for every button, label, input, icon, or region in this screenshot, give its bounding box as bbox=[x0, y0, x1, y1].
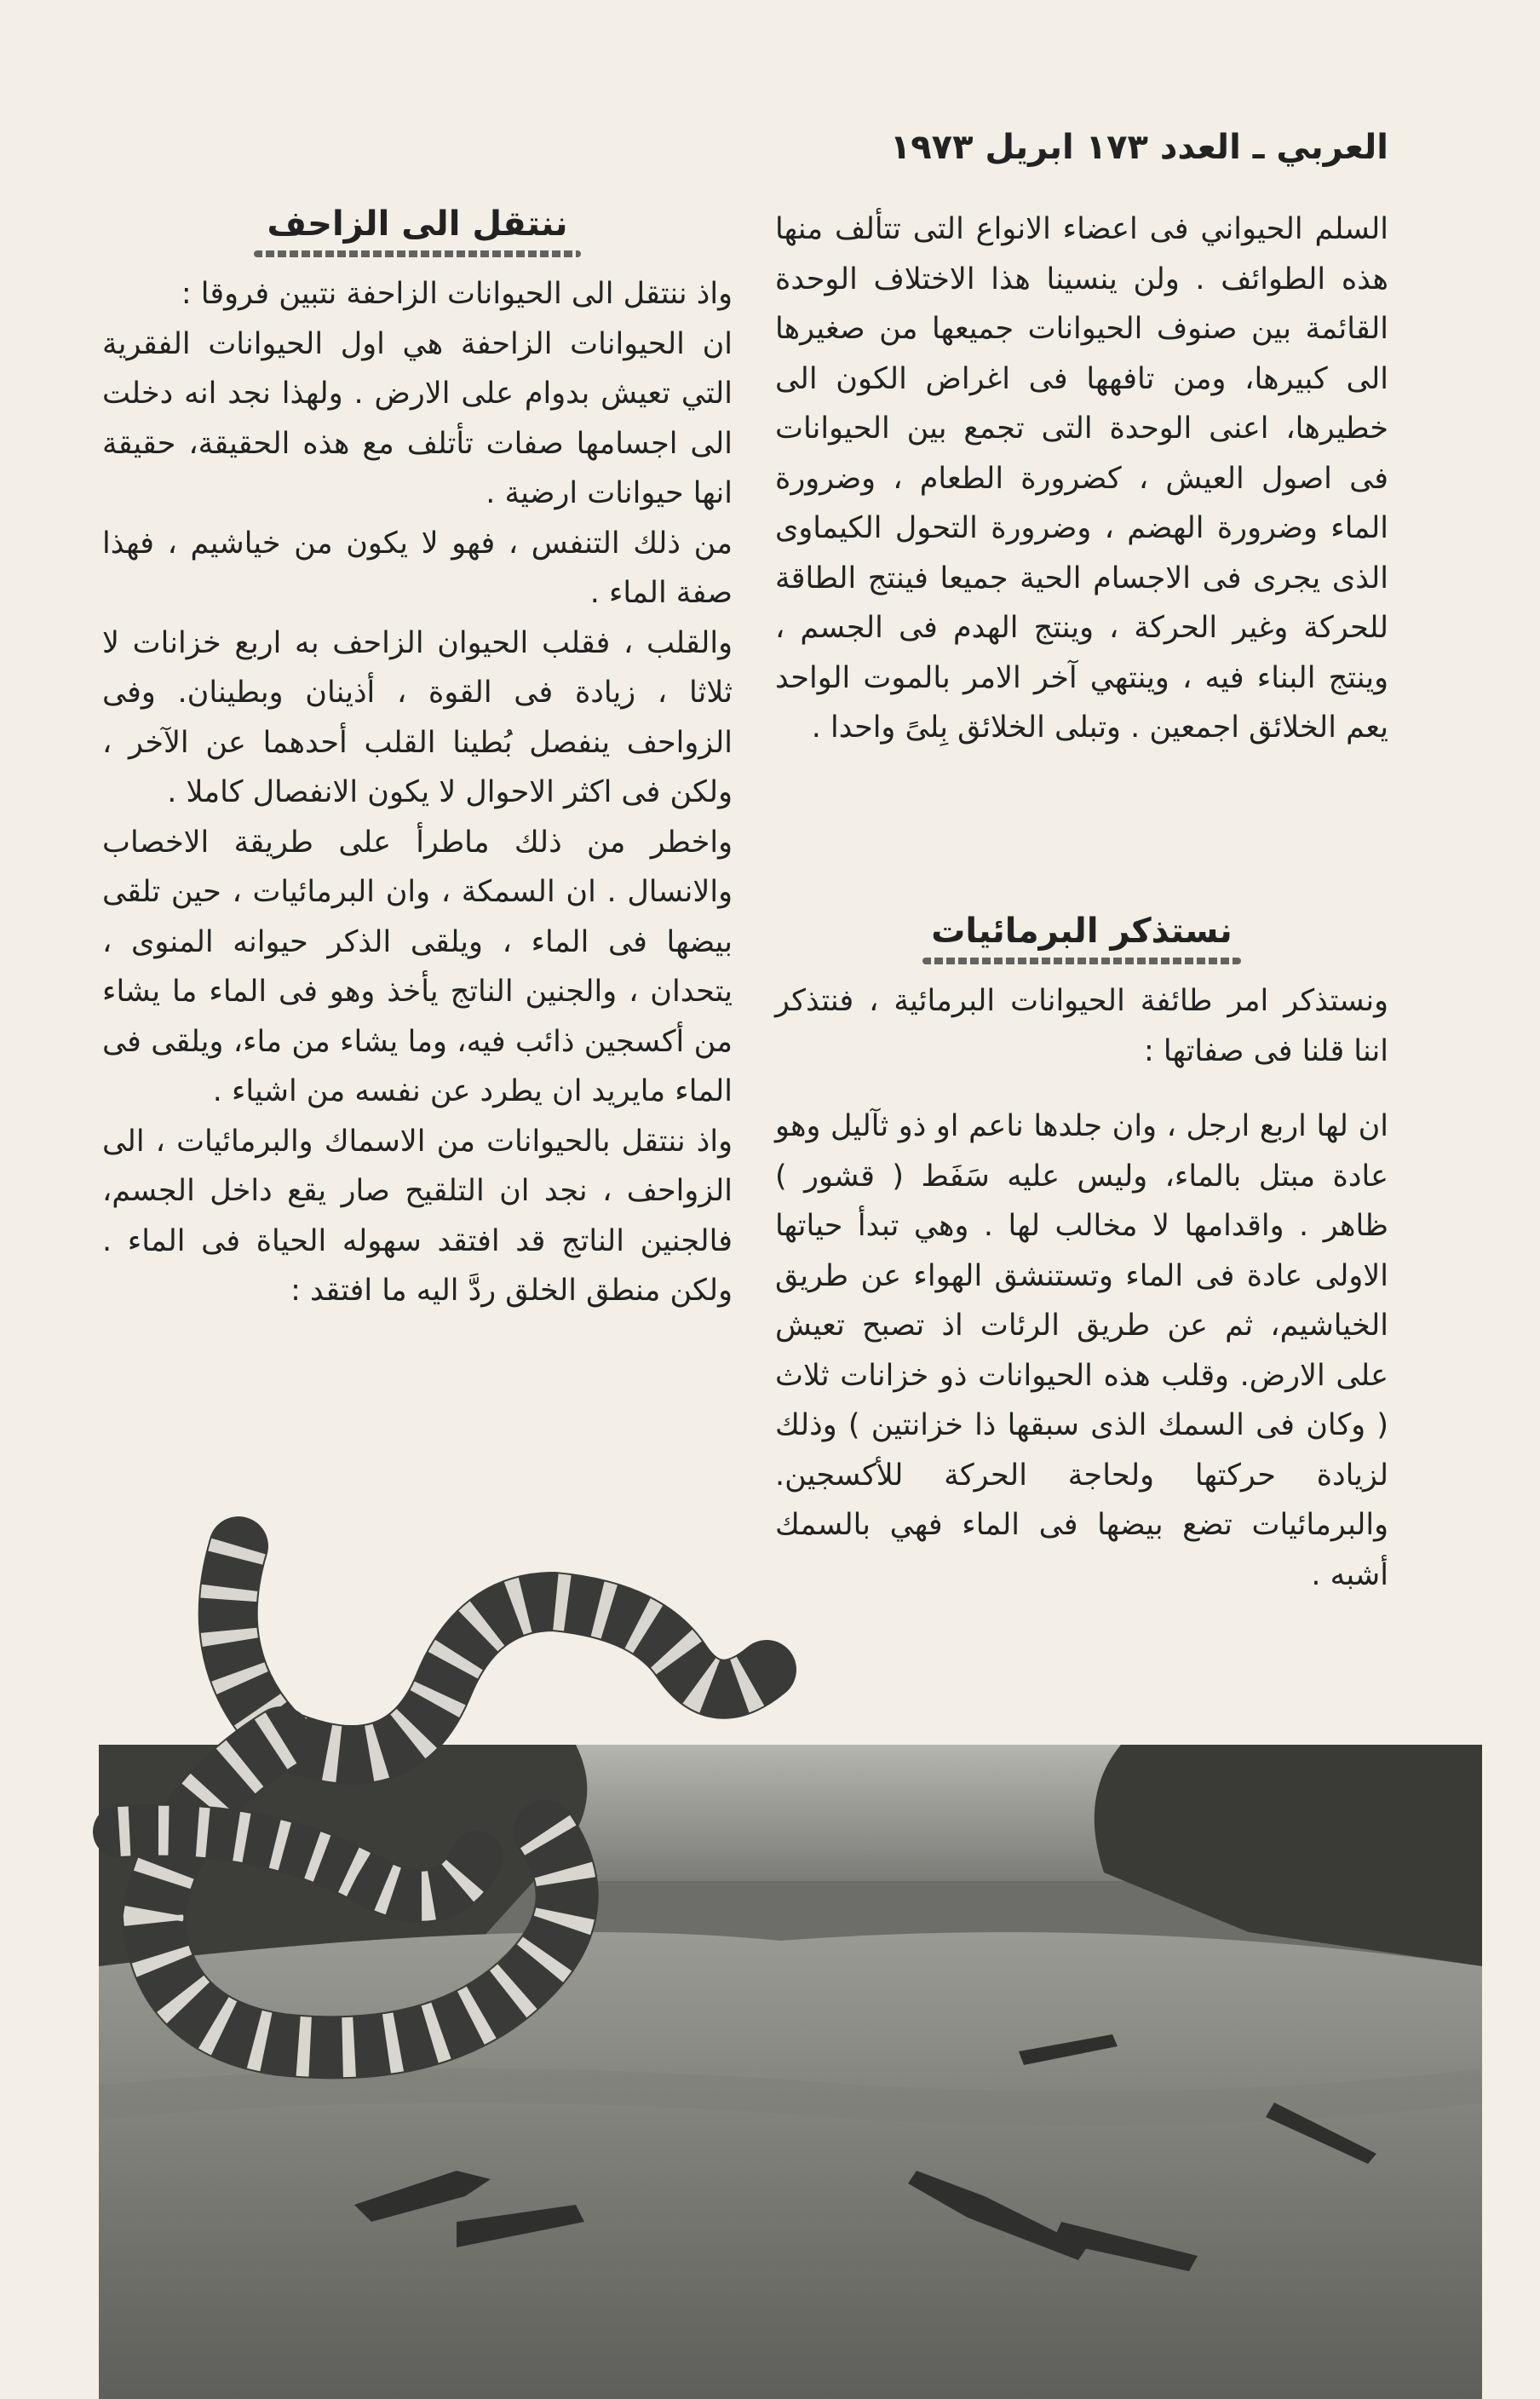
reptiles-paragraph: ان الحيوانات الزاحفة هي اول الحيوانات الفقرية التي تعيش بدوام على الارض . ولهذا نجد انه دخلت الى اجسامها صفات تأتلف مع هذه الحقيقة، حقيقة انها حيوانات ارضية . bbox=[102, 326, 733, 510]
reptiles-paragraph: واذ ننتقل الى الحيوانات الزاحفة نتبين فروقا : bbox=[181, 277, 733, 311]
reptiles-section bbox=[102, 204, 733, 1316]
amphibians-section bbox=[775, 912, 1388, 1600]
running-header: العربي ـ العدد ١٧٣ ابريل ١٩٧٣ bbox=[889, 128, 1388, 167]
intro-paragraph: السلم الحيواني فى اعضاء الانواع التى تتألف منها هذه الطوائف . ولن ينسينا هذا الاختلاف الوحدة القائمة بين صنوف الحيوانات جميعها من صغيرها الى كبيرها، ومن تافهها فى اغراض الكون الى خطيرها، اعنى الوحدة التى تجمع بين الحيوانات فى اصول العيش ، كضرورة الطعام ، وضرورة الماء وضرورة الهضم ، وضرورة التحول الكيماوى الذى يجرى فى الاجسام الحية جميعا فينتج الطاقة للحركة وغير الحركة ، وينتج الهدم فى الجسم ، وينتج البناء فيه ، وينتهي آخر الامر بالموت الواحد يعم الخلائق اجمعين . وتبلى الخلائق بِلىً واحدا . bbox=[775, 212, 1388, 745]
amphibians-heading: نستذكر البرمائيات bbox=[775, 912, 1388, 964]
reptiles-paragraph: واخطر من ذلك ماطرأ على طريقة الاخصاب والانسال . ان السمكة ، وان البرمائيات ، حين تلقى بيضها فى الماء ، ويلقى الذكر حيوانه المنوى ، يتحدان ، والجنين الناتج يأخذ وهو فى الماء ما يشاء من أكسجين ذائب فيه، وما يشاء من ماء، ويلقى فى الماء مايريد ان يطرد عن نفسه من اشياء . bbox=[102, 825, 733, 1108]
snake-and-lizards-photo bbox=[99, 1745, 1482, 2399]
reptiles-paragraph: واذ ننتقل بالحيوانات من الاسماك والبرمائيات ، الى الزواحف ، نجد ان التلقيح صار يقع داخل الجسم، فالجنين الناتج قد افتقد سهوله الحياة فى الماء . ولكن منطق الخلق ردَّ اليه ما افتقد : bbox=[102, 1124, 733, 1308]
amphibians-body: ان لها اربع ارجل ، وان جلدها ناعم او ذو ثآليل وهو عادة مبتل بالماء، وليس عليه سَفَط ( قشور ) ظاهر . واقدامها لا مخالب لها . وهي تبدأ حياتها الاولى عادة فى الماء وتستنشق الهواء عن طريق الخياشيم، ثم عن طريق الرئات اذ تصبح تعيش على الارض. وقلب هذه الحيوانات ذو خزانات ثلاث ( وكان فى السمك الذى سبقها ذا خزانتين ) وذلك لزيادة حركتها ولحاجة الحركة للأكسجين. والبرمائيات تضع بيضها فى الماء فهي بالسمك أشبه . bbox=[775, 1109, 1388, 1592]
reptiles-heading: ننتقل الى الزاحف bbox=[102, 204, 733, 257]
amphibians-intro: ونستذكر امر طائفة الحيوانات البرمائية ، فنتذكر اننا قلنا فى صفاتها : bbox=[775, 984, 1388, 1068]
reptiles-paragraph: والقلب ، فقلب الحيوان الزاحف به اربع خزانات لا ثلاثا ، زيادة فى القوة ، أذينان وبطينان. وفى الزواحف ينفصل بُطينا القلب أحدهما عن الآخر ، ولكن فى اكثر الاحوال لا يكون الانفصال كاملا . bbox=[102, 625, 733, 809]
reptiles-paragraph: من ذلك التنفس ، فهو لا يكون من خياشيم ، فهذا صفة الماء . bbox=[102, 526, 733, 610]
right-column bbox=[775, 204, 1388, 753]
